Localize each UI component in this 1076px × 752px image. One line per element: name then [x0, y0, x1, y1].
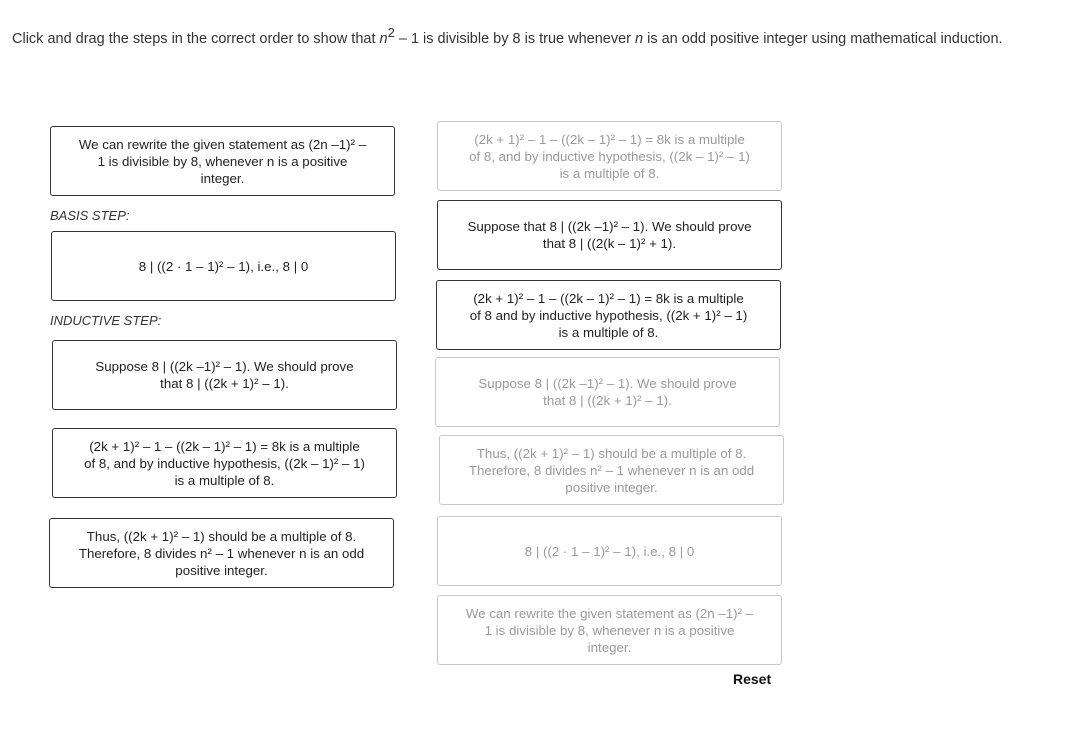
- basis-step-label: BASIS STEP:: [50, 208, 130, 223]
- inductive-step-label: INDUCTIVE STEP:: [50, 313, 162, 328]
- pool-item-text: Suppose that 8 | ((2k –1)² – 1). We should prove that 8 | ((2(k – 1)² + 1).: [467, 219, 752, 251]
- reset-button[interactable]: Reset: [733, 671, 772, 687]
- pool-item-text: Suppose 8 | ((2k –1)² – 1). We should prove that 8 | ((2k + 1)² – 1).: [478, 376, 737, 408]
- pool-item-text: 8 | ((2 · 1 – 1)² – 1), i.e., 8 | 0: [524, 543, 695, 559]
- pool-item-conclusion[interactable]: [439, 435, 784, 505]
- answer-slot-basis[interactable]: [51, 231, 396, 301]
- answer-slot-conclusion[interactable]: [49, 518, 394, 588]
- pool-item-suppose-wrong[interactable]: [437, 200, 782, 270]
- pool-item-text: We can rewrite the given statement as (2n –1)² – 1 is divisible by 8, whenever n is a positive integer.: [465, 605, 754, 655]
- exponent: 2: [387, 25, 395, 40]
- pool-item-basis[interactable]: [437, 516, 782, 586]
- answer-slot-inductive-hypothesis[interactable]: [52, 340, 397, 410]
- question-prompt: [4, 25, 1004, 48]
- prompt-text: Click and drag the steps in the correct order to show that: [12, 31, 380, 47]
- pool-item-rewrite[interactable]: [437, 595, 782, 665]
- answer-slot-text: (2k + 1)² – 1 – ((2k – 1)² – 1) = 8k is a multiple of 8, and by inductive hypothesis, ((2k – 1)² – 1) is a multiple of 8.: [84, 438, 365, 488]
- answer-slot-text: Thus, ((2k + 1)² – 1) should be a multiple of 8. Therefore, 8 divides n² – 1 whenever n is an odd positive integer.: [78, 528, 365, 578]
- prompt-text: – 1 is divisible by 8 is true whenever: [394, 31, 636, 47]
- answer-slot-rewrite[interactable]: [50, 126, 395, 196]
- pool-item-multiple-2[interactable]: [436, 280, 781, 350]
- pool-item-text: (2k + 1)² – 1 – ((2k – 1)² – 1) = 8k is a multiple of 8 and by inductive hypothesis, ((2k + 1)² – 1) is a multiple of 8.: [469, 290, 748, 340]
- prompt-text: is an odd positive integer using mathematical induction.: [643, 31, 1003, 47]
- answer-slot-inductive-argument[interactable]: [52, 428, 397, 498]
- answer-slot-text: 8 | ((2 · 1 – 1)² – 1), i.e., 8 | 0: [138, 258, 309, 274]
- pool-item-multiple-1[interactable]: [437, 121, 782, 191]
- pool-item-text: Thus, ((2k + 1)² – 1) should be a multiple of 8. Therefore, 8 divides n² – 1 whenever n is an odd positive integer.: [468, 445, 755, 495]
- answer-slot-text: We can rewrite the given statement as (2n –1)² – 1 is divisible by 8, whenever n is a positive integer.: [78, 136, 367, 186]
- pool-item-text: (2k + 1)² – 1 – ((2k – 1)² – 1) = 8k is a multiple of 8, and by inductive hypothesis, ((2k – 1)² – 1) is a multiple of 8.: [469, 131, 750, 181]
- answer-slot-text: Suppose 8 | ((2k –1)² – 1). We should prove that 8 | ((2k + 1)² – 1).: [95, 359, 354, 391]
- variable-n: n: [635, 31, 644, 47]
- pool-item-suppose[interactable]: [435, 357, 780, 427]
- variable-n: n: [379, 31, 388, 47]
